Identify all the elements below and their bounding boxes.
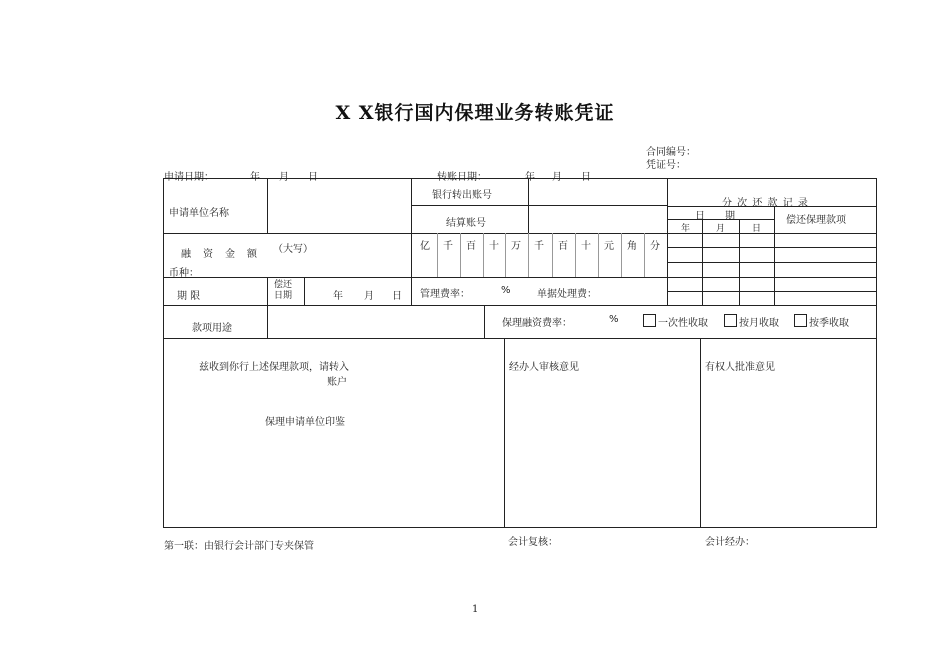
financing-amount-label: 融 资 金 额	[181, 249, 258, 260]
option-one-time-checkbox[interactable]	[643, 314, 656, 327]
account-suffix-text: 账户	[327, 377, 347, 388]
option-quarterly-label: 按季收取	[809, 318, 849, 329]
digit-qian-2: 千	[534, 241, 544, 252]
transfer-date-label: 转账日期：	[437, 172, 487, 183]
doc-fee-label: 单据处理费：	[537, 289, 597, 300]
mgmt-fee-percent: %	[501, 285, 511, 296]
bank-out-account-label: 银行转出账号	[432, 190, 492, 201]
factoring-rate-label: 保理融资费率：	[502, 318, 572, 329]
transfer-month: 月	[552, 172, 562, 183]
apply-date-label: 申请日期：	[164, 172, 214, 183]
digit-yuan: 元	[604, 241, 614, 252]
seal-label: 保理申请单位印鉴	[265, 417, 345, 428]
due-day: 日	[392, 291, 402, 302]
due-month: 月	[364, 291, 374, 302]
due-date-label: 偿还日期	[274, 280, 293, 301]
option-monthly-label: 按月收取	[739, 318, 779, 329]
factoring-rate-percent: %	[609, 314, 619, 325]
applicant-name-label: 申请单位名称	[169, 208, 229, 219]
option-monthly-checkbox[interactable]	[724, 314, 737, 327]
apply-month: 月	[279, 172, 289, 183]
document-title: X X银行国内保理业务转账凭证	[335, 102, 615, 124]
mgmt-fee-rate-label: 管理费率：	[420, 289, 470, 300]
apply-year: 年	[250, 172, 260, 183]
digit-shi-2: 十	[581, 241, 591, 252]
due-year: 年	[333, 291, 343, 302]
currency-label: 币种：	[169, 268, 199, 279]
settlement-account-label: 结算账号	[446, 218, 486, 229]
apply-day: 日	[308, 172, 318, 183]
digit-jiao: 角	[627, 241, 637, 252]
voucher-no-label: 凭证号：	[646, 160, 686, 171]
approver-opinion-label: 有权人批准意见	[705, 362, 775, 373]
digit-bai-2: 百	[558, 241, 568, 252]
digit-shi: 十	[489, 241, 499, 252]
option-one-time-label: 一次性收取	[658, 318, 708, 329]
fund-usage-label: 款项用途	[192, 323, 232, 334]
record-year-header: 年	[681, 224, 691, 234]
installment-record-header: 分 次 还 款 记 录	[722, 198, 809, 209]
digit-bai: 百	[466, 241, 476, 252]
transfer-year: 年	[525, 172, 535, 183]
date-header: 日 期	[695, 211, 735, 222]
digit-qian: 千	[443, 241, 453, 252]
digit-fen: 分	[650, 241, 660, 252]
contract-no-label: 合同编号：	[646, 147, 696, 158]
uppercase-label: （大写）	[273, 244, 313, 255]
accounting-review-label: 会计复核：	[508, 537, 558, 548]
digit-yi: 亿	[420, 241, 430, 252]
page-number: 1	[472, 604, 479, 615]
option-quarterly-checkbox[interactable]	[794, 314, 807, 327]
repay-amount-header: 偿还保理款项	[786, 215, 846, 226]
copy-note: 第一联：由银行会计部门专夹保管	[164, 541, 314, 552]
accounting-handler-label: 会计经办：	[705, 537, 755, 548]
transfer-request-text: 兹收到你行上述保理款项，请转入	[199, 362, 349, 373]
transfer-day: 日	[581, 172, 591, 183]
record-day-header: 日	[752, 224, 762, 234]
term-label: 期 限	[177, 291, 201, 302]
handler-opinion-label: 经办人审核意见	[509, 362, 579, 373]
record-month-header: 月	[716, 224, 726, 234]
digit-wan: 万	[511, 241, 521, 252]
